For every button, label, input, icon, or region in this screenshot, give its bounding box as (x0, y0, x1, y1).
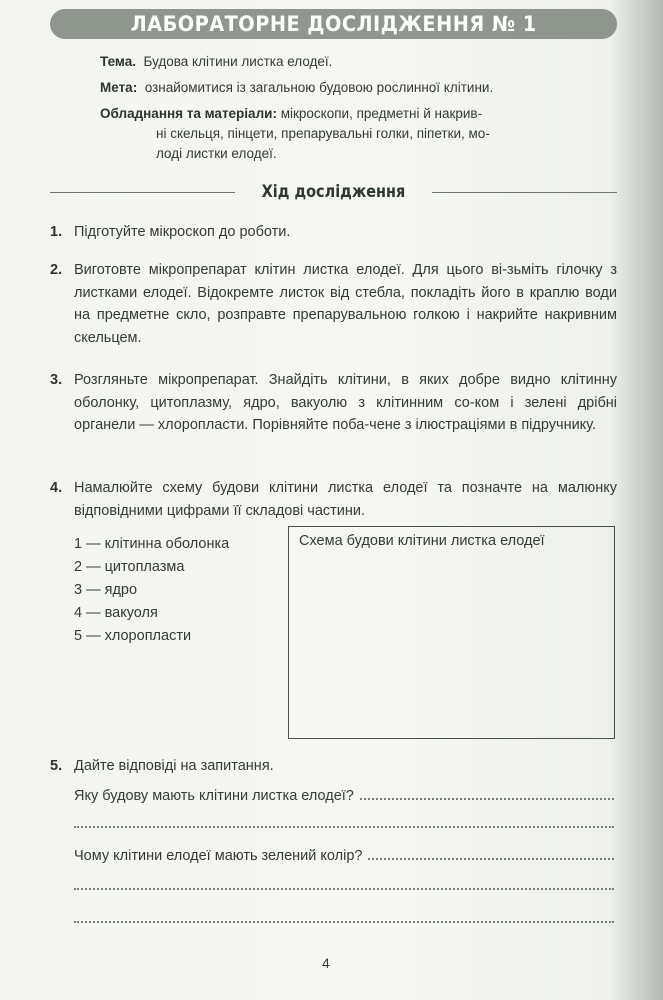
equipment-value-line1: мікроскопи, предметні й накрив- (280, 106, 483, 121)
topic-row (100, 52, 332, 72)
step-text: Підготуйте мікроскоп до роботи. (74, 224, 291, 240)
question-2 (74, 845, 614, 867)
answer-line[interactable] (74, 888, 614, 890)
step-number: 5. (50, 758, 63, 774)
step-number: 4. (50, 480, 63, 496)
procedure-title: Хід дослідження (261, 182, 406, 202)
goal-row (100, 78, 493, 98)
step-text: Розгляньте мікропрепарат. Знайдіть клітини, в яких добре видно клітинну оболонку, цитоплазму, ядро, вакуолю з клітинним со-ком і зелені дрібні органели — хлоропласти. Порівняйте поба-чене з ілюстраціями в підручнику. (74, 372, 617, 433)
equipment-label: Обладнання та матеріали: (100, 106, 277, 121)
step-number: 1. (50, 224, 63, 240)
step-5 (50, 755, 617, 778)
step-text: Виготовте мікропрепарат клітин листка елодеї. Для цього ві-зьміть гілочку з листками елодеї. Відокремте листок від стебла, покладіть його в краплю води на предметне скло, розправте препарувальною голкою і накрийте накривним скельцем. (74, 262, 617, 346)
legend-item: 2 — цитоплазма (74, 559, 185, 575)
procedure-section-header (50, 180, 617, 204)
divider-left (50, 192, 235, 193)
page-number: 4 (322, 955, 330, 971)
goal-label: Мета: (100, 80, 138, 95)
topic-value: Будова клітини листка елодеї. (143, 54, 333, 69)
lab-title-banner (50, 9, 617, 39)
step-3 (50, 369, 617, 437)
step-4 (50, 477, 617, 522)
equipment-value-line2: ні скельця, пінцети, препарувальні голки, піпетки, мо- (156, 126, 490, 141)
divider-right (432, 192, 617, 193)
lab-title: ЛАБОРАТОРНЕ ДОСЛІДЖЕННЯ № 1 (130, 12, 537, 36)
answer-line[interactable] (74, 826, 614, 828)
step-text: Дайте відповіді на запитання. (74, 758, 274, 774)
drawing-area[interactable] (288, 526, 615, 739)
cell-parts-legend (74, 533, 229, 648)
legend-item: 1 — клітинна оболонка (74, 536, 230, 552)
legend-item: 3 — ядро (74, 582, 138, 598)
question-text: Яку будову мають клітини листка елодеї? (74, 788, 354, 804)
step-number: 2. (50, 262, 63, 278)
drawing-area-caption: Схема будови клітини листка елодеї (299, 533, 545, 549)
question-1 (74, 785, 614, 807)
answer-line[interactable] (360, 788, 614, 800)
topic-label: Тема. (100, 54, 136, 69)
legend-item: 4 — вакуоля (74, 605, 158, 621)
legend-item: 5 — хлоропласти (74, 628, 192, 644)
goal-value: ознайомитися із загальною будовою рослинної клітини. (144, 80, 494, 95)
step-2 (50, 259, 617, 349)
question-text: Чому клітини елодеї мають зелений колір? (74, 848, 363, 864)
equipment-value-line3: лоді листки елодеї. (156, 146, 277, 161)
step-number: 3. (50, 372, 63, 388)
step-text: Намалюйте схему будови клітини листка елодеї та позначте на малюнку відповідними цифрами її складові частини. (74, 480, 617, 519)
answer-line[interactable] (368, 848, 614, 860)
step-1 (50, 221, 617, 244)
answer-line[interactable] (74, 921, 614, 923)
equipment-row (100, 104, 620, 164)
